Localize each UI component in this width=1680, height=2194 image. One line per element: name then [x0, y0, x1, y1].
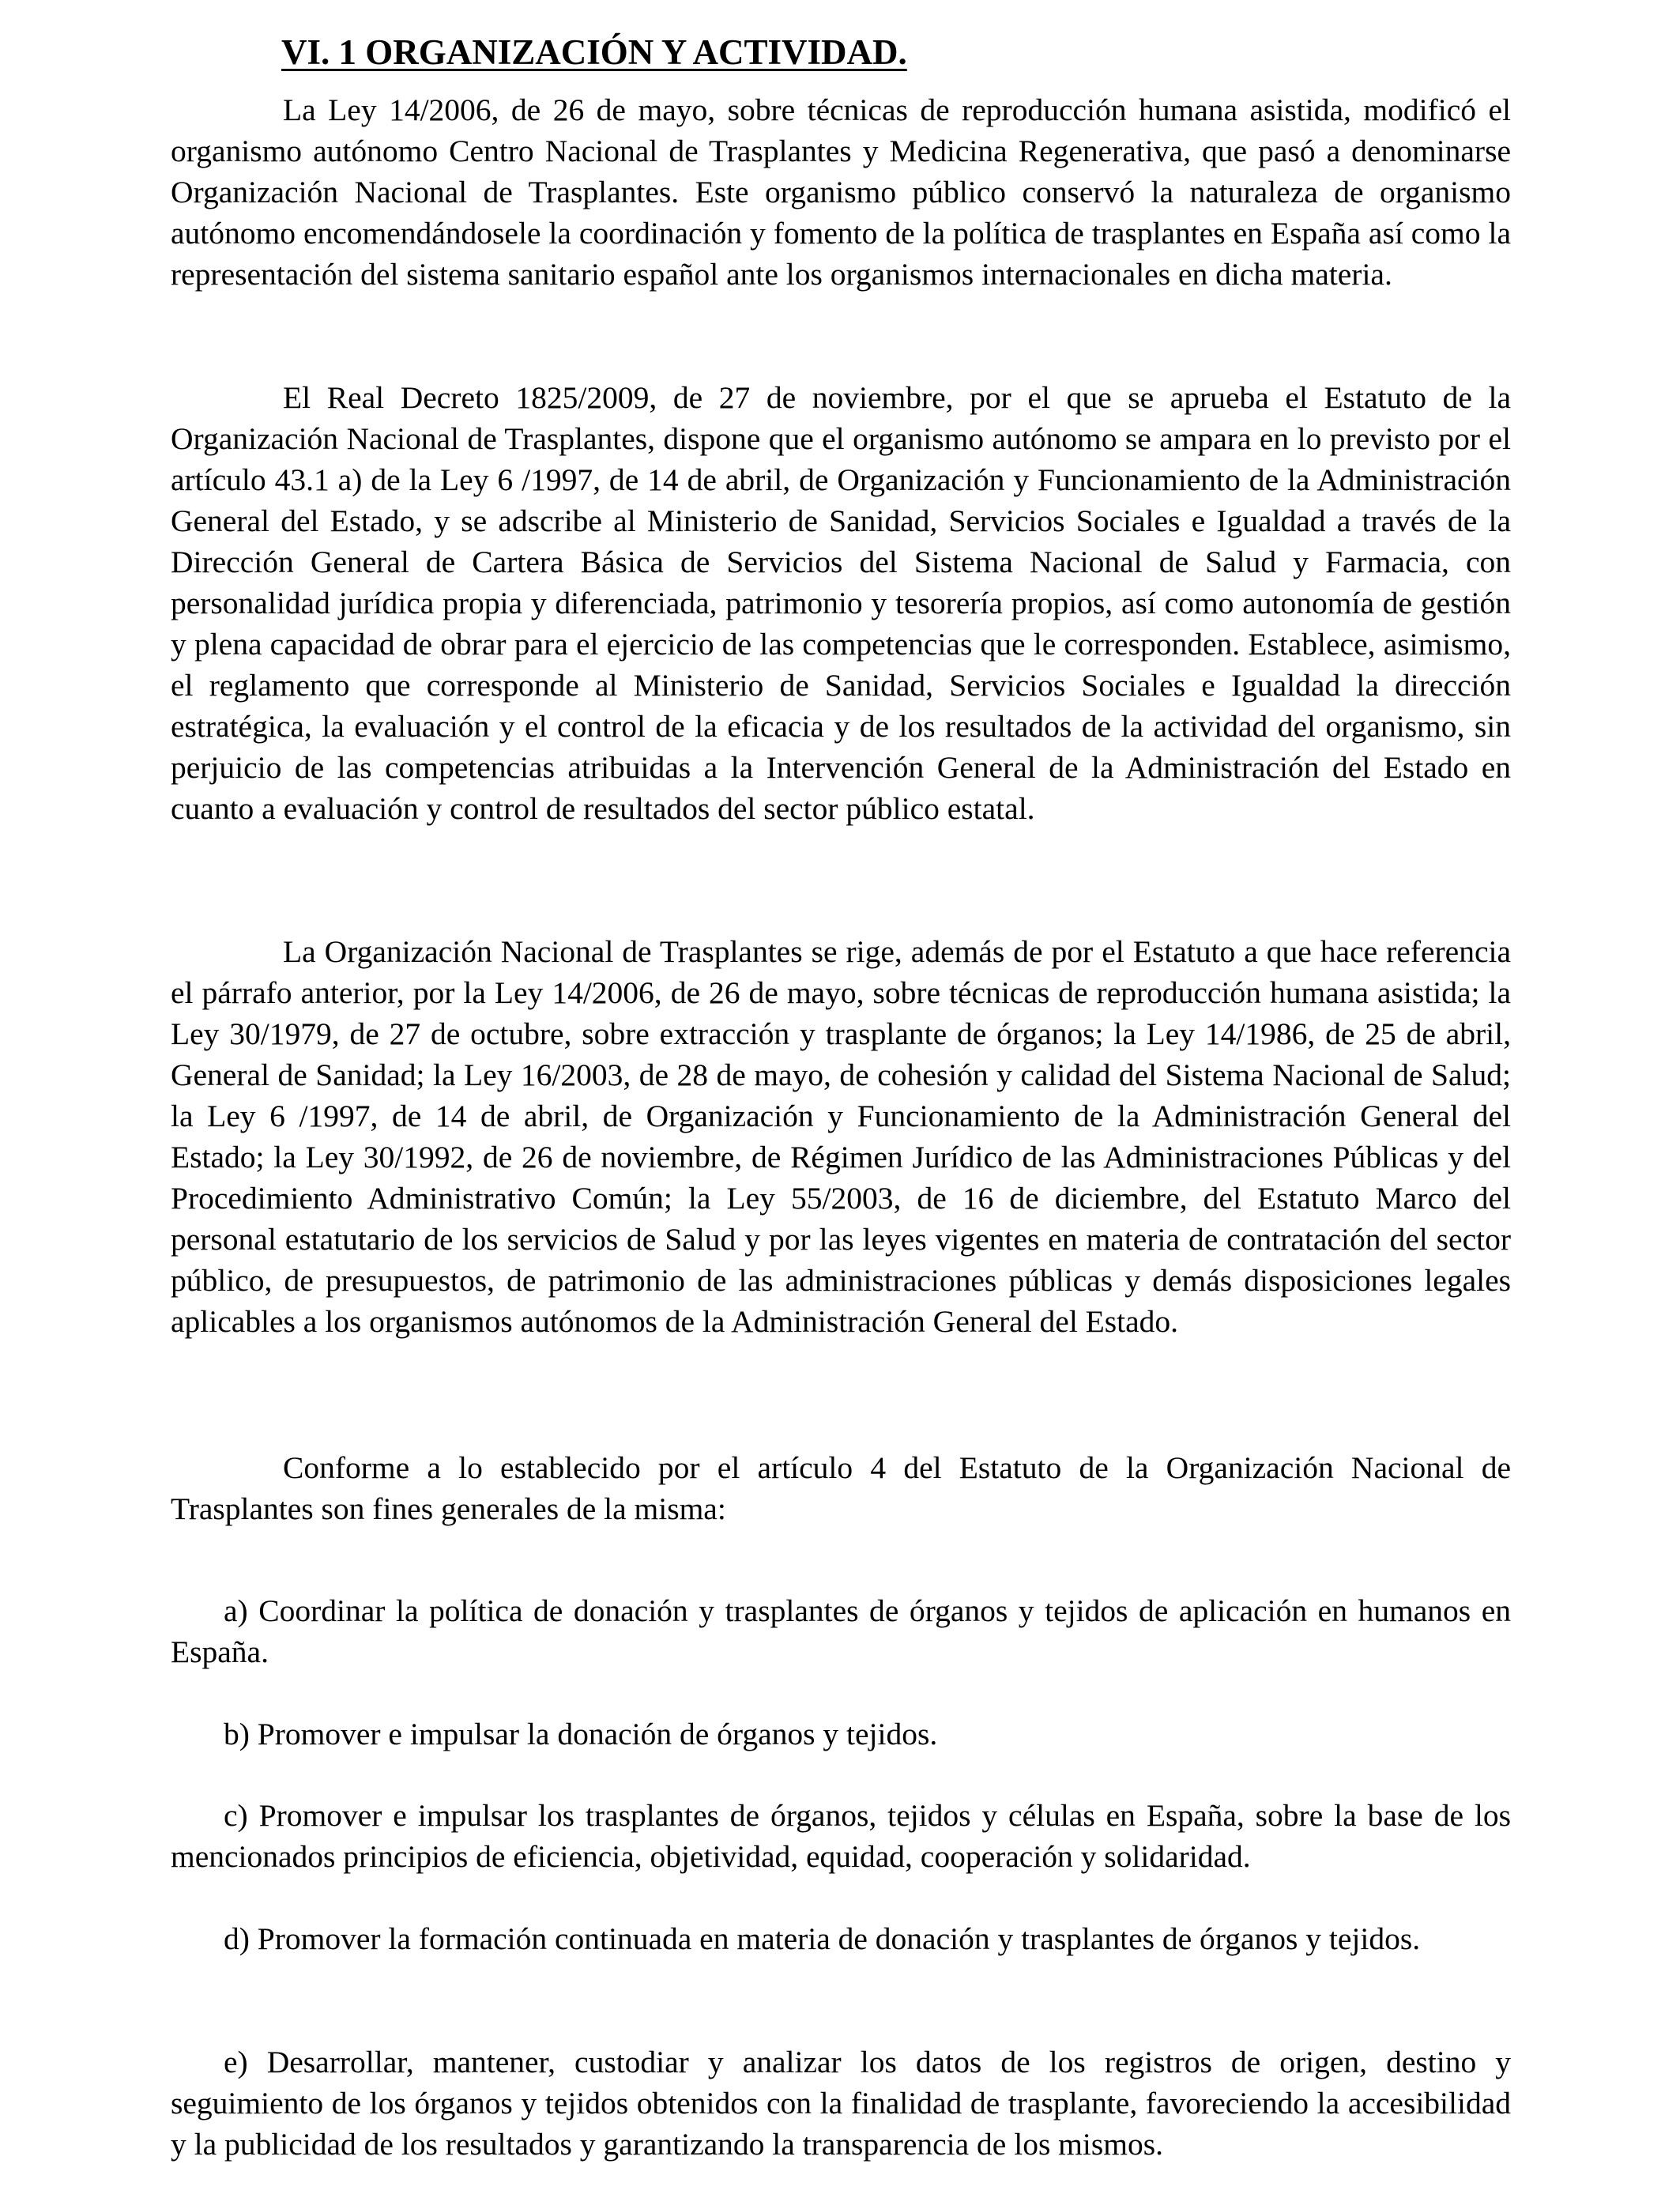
section-title: VI. 1 ORGANIZACIÓN Y ACTIVIDAD.: [281, 32, 907, 73]
paragraph-normativa: La Organización Nacional de Trasplantes se rige, además de por el Estatuto a que hace referencia el párrafo anterior, por la Ley 14/2006, de 26 de mayo, sobre técnicas de reproducción humana asistida; la Ley 30/1979, de 27 de octubre, sobre extracción y trasplante de órganos; la Ley 14/1986, de 25 de abril, General de Sanidad; la Ley 16/2003, de 28 de mayo, de cohesión y calidad del Sistema Nacional de Salud; la Ley 6 /1997, de 14 de abril, de Organización y Funcionamiento de la Administración General del Estado; la Ley 30/1992, de 26 de noviembre, de Régimen Jurídico de las Administraciones Públicas y del Procedimiento Administrativo Común; la Ley 55/2003, de 16 de diciembre, del Estatuto Marco del personal estatutario de los servicios de Salud y por las leyes vigentes en materia de contratación del sector público, de presupuestos, de patrimonio de las administraciones públicas y demás disposiciones legales aplicables a los organismos autónomos de la Administración General del Estado.: [171, 934, 1511, 1339]
list-item-a: a) Coordinar la política de donación y trasplantes de órganos y tejidos de aplicación en humanos en España.: [171, 1593, 1511, 1669]
list-item-e: e) Desarrollar, mantener, custodiar y analizar los datos de los registros de origen, destino y seguimiento de los órganos y tejidos obtenidos con la finalidad de trasplante, favoreciendo la accesibilidad y la publicidad de los resultados y garantizando la transparencia de los mismos.: [171, 2045, 1511, 2162]
list-item-d: d) Promover la formación continuada en materia de donación y trasplantes de órganos y tejidos.: [224, 1921, 1421, 1956]
paragraph-ley-14-2006: La Ley 14/2006, de 26 de mayo, sobre técnicas de reproducción humana asistida, modificó el organismo autónomo Centro Nacional de Trasplantes y Medicina Regenerativa, que pasó a denominarse Organización Nacional de Trasplantes. Este organismo público conservó la naturaleza de organismo autónomo encomendándosele la coordinación y fomento de la política de trasplantes en España así como la representación del sistema sanitario español ante los organismos internacionales en dicha materia.: [171, 92, 1511, 292]
paragraph-real-decreto: El Real Decreto 1825/2009, de 27 de noviembre, por el que se aprueba el Estatuto de la Organización Nacional de Trasplantes, dispone que el organismo autónomo se ampara en lo previsto por el artículo 43.1 a) de la Ley 6 /1997, de 14 de abril, de Organización y Funcionamiento de la Administración General del Estado, y se adscribe al Ministerio de Sanidad, Servicios Sociales e Igualdad a través de la Dirección General de Cartera Básica de Servicios del Sistema Nacional de Salud y Farmacia, con personalidad jurídica propia y diferenciada, patrimonio y tesorería propios, así como autonomía de gestión y plena capacidad de obrar para el ejercicio de las competencias que le corresponden. Establece, asimismo, el reglamento que corresponde al Ministerio de Sanidad, Servicios Sociales e Igualdad la dirección estratégica, la evaluación y el control de la eficacia y de los resultados de la actividad del organismo, sin perjuicio de las competencias atribuidas a la Intervención General de la Administración del Estado en cuanto a evaluación y control de resultados del sector público estatal.: [171, 380, 1511, 826]
list-item-c: c) Promover e impulsar los trasplantes de órganos, tejidos y células en España, sobre la base de los mencionados principios de eficiencia, objetividad, equidad, cooperación y solidaridad.: [171, 1798, 1511, 1874]
paragraph-fines-intro: Conforme a lo establecido por el artículo 4 del Estatuto de la Organización Nacional de Trasplantes son fines generales de la misma:: [171, 1450, 1511, 1526]
list-item-b: b) Promover e impulsar la donación de órganos y tejidos.: [224, 1717, 938, 1751]
